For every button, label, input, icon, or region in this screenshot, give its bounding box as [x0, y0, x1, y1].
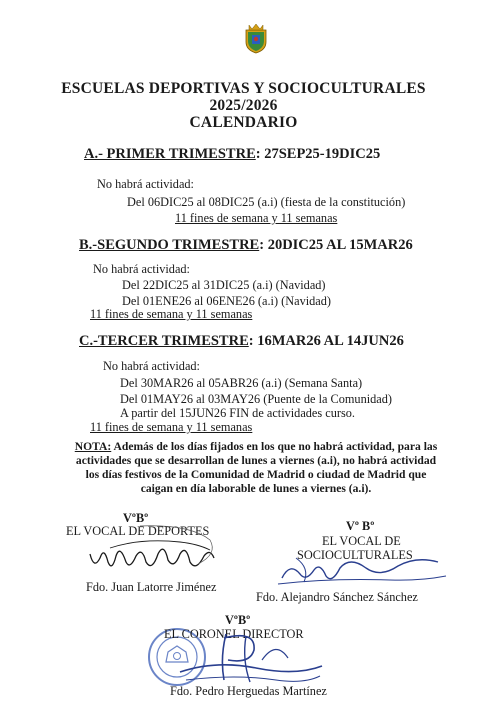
- section-c-heading: [79, 333, 404, 350]
- section-a-line-1: Del 06DIC25 al 08DIC25 (a.i) (fiesta de la constitución): [127, 195, 406, 209]
- section-a-heading: [84, 146, 380, 163]
- note-block: [72, 440, 440, 496]
- section-a-dates: 27SEP25-19DIC25: [264, 146, 381, 162]
- role-socioculturales-2: SOCIOCULTURALES: [297, 548, 413, 562]
- section-b-title: B.-SEGUNDO TRIMESTRE: [79, 237, 260, 253]
- signature-socioculturales: [270, 548, 450, 590]
- name-deportes: Fdo. Juan Latorre Jiménez: [86, 580, 217, 594]
- signature-director: [176, 630, 326, 690]
- section-c-line-1: Del 30MAR26 al 05ABR26 (a.i) (Semana Santa): [120, 376, 363, 390]
- vb-deportes: VºBº: [123, 511, 149, 525]
- section-b-heading: [79, 237, 413, 254]
- section-a-sep: :: [255, 146, 261, 162]
- section-b-sep: :: [259, 237, 265, 253]
- section-c-sep: :: [248, 333, 254, 349]
- vb-socioculturales: Vº Bº: [346, 519, 375, 533]
- document-subtitle: CALENDARIO: [189, 114, 298, 131]
- section-b-weekends: 11 fines de semana y 11 semanas: [90, 307, 253, 321]
- note-text: Además de los días fijados en los que no habrá actividad, para las actividades que se desarrollan de lunes a viernes (a.i), no habrá actividad los días festivos de la Comunidad de Madrid o ciudad de Madrid que caigan en día laborable de lunes a viernes (a.i).: [75, 440, 438, 495]
- section-c-line-2: Del 01MAY26 al 03MAY26 (Puente de la Comunidad): [120, 392, 392, 406]
- section-a-title: A.- PRIMER TRIMESTRE: [84, 146, 256, 162]
- section-b-dates: 20DIC25 AL 15MAR26: [267, 237, 413, 253]
- crest-logo: [244, 24, 268, 54]
- section-c-no-activity: No habrá actividad:: [103, 359, 200, 373]
- section-c-line-3: A partir del 15JUN26 FIN de actividades curso.: [120, 406, 355, 420]
- section-b-line-2: Del 01ENE26 al 06ENE26 (a.i) (Navidad): [122, 294, 331, 308]
- role-director: EL CORONEL DIRECTOR: [164, 627, 304, 641]
- section-c-dates: 16MAR26 AL 14JUN26: [257, 333, 404, 349]
- section-a-weekends: 11 fines de semana y 11 semanas: [175, 211, 338, 225]
- section-b-no-activity: No habrá actividad:: [93, 262, 190, 276]
- role-deportes: EL VOCAL DE DEPORTES: [66, 524, 210, 538]
- section-c-title: C.-TERCER TRIMESTRE: [79, 333, 249, 349]
- signature-deportes: [80, 518, 220, 578]
- name-director: Fdo. Pedro Herguedas Martínez: [170, 684, 327, 698]
- name-socioculturales: Fdo. Alejandro Sánchez Sánchez: [256, 590, 418, 604]
- document-title: ESCUELAS DEPORTIVAS Y SOCIOCULTURALES: [61, 80, 426, 97]
- section-b-line-1: Del 22DIC25 al 31DIC25 (a.i) (Navidad): [122, 278, 326, 292]
- role-socioculturales-1: EL VOCAL DE: [322, 534, 401, 548]
- document-year: 2025/2026: [209, 97, 278, 114]
- note-label: NOTA:: [74, 440, 112, 453]
- section-c-weekends: 11 fines de semana y 11 semanas: [90, 420, 253, 434]
- vb-director: VºBº: [225, 613, 251, 627]
- section-a-no-activity: No habrá actividad:: [97, 177, 194, 191]
